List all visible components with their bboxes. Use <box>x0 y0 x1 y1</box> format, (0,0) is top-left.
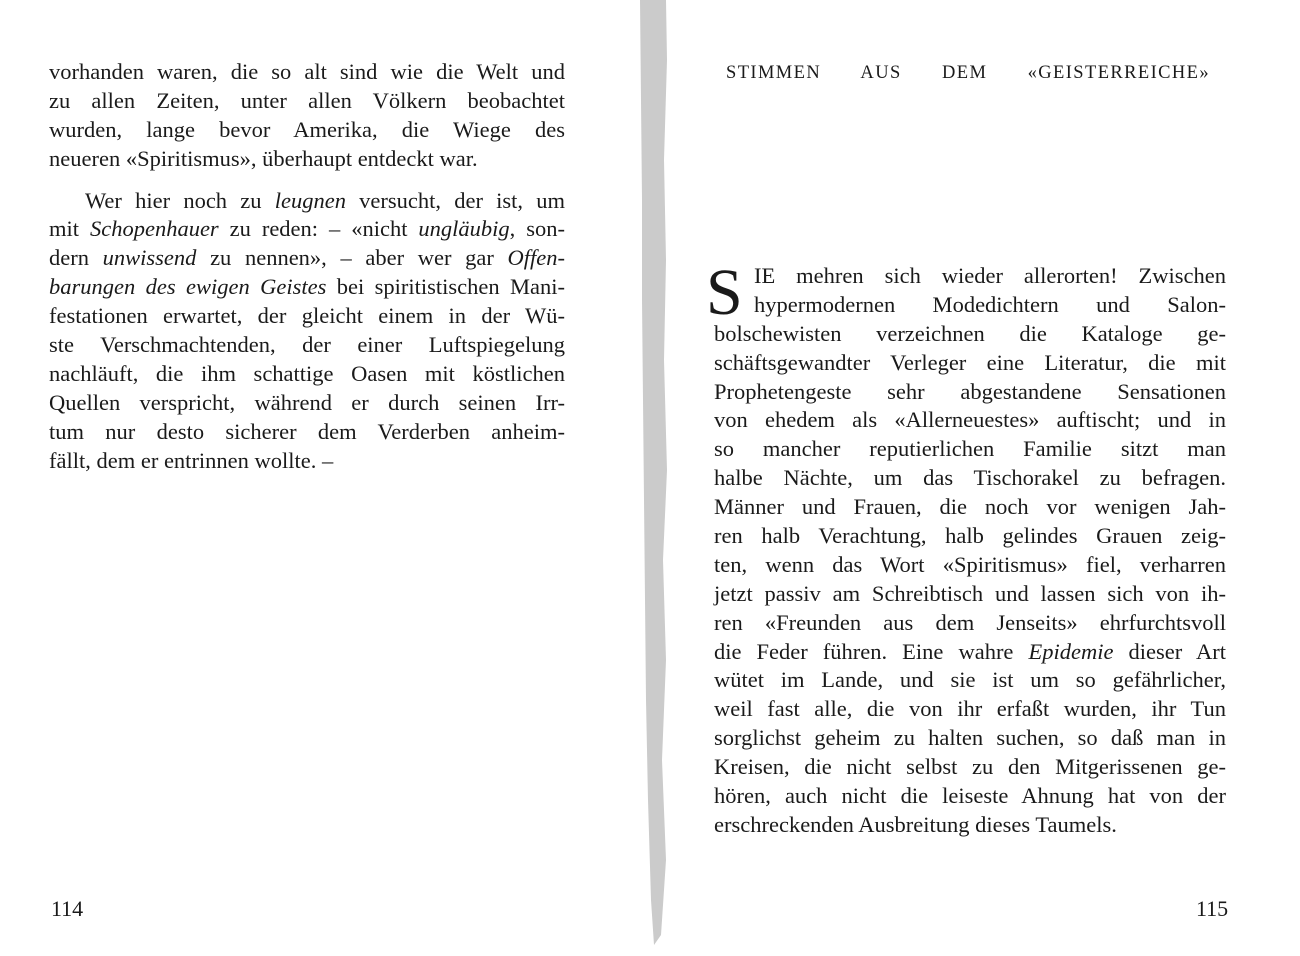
text-line <box>49 116 565 145</box>
text-line <box>714 638 1226 667</box>
page-number-right: 115 <box>1196 896 1229 921</box>
page-number-left: 114 <box>51 896 84 921</box>
text-line <box>714 753 1226 782</box>
text-line <box>714 666 1226 695</box>
text-line <box>49 187 565 216</box>
text-line <box>714 522 1226 551</box>
text-run: IE mehren sich wieder allerorten! Zwischen <box>754 263 1226 288</box>
text-run: nachläuft, die ihm schattige Oasen mit köstlichen <box>49 360 565 386</box>
text-line <box>49 215 565 244</box>
text-run: die Feder führen. Eine wahre <box>714 638 1029 664</box>
text-run: hypermodernen Modedichtern und Salon- <box>754 291 1226 317</box>
text-run: schäftsgewandter Verleger eine Literatur, die mit <box>714 349 1226 375</box>
gutter-shadow-band <box>640 0 667 945</box>
right-page-body <box>714 262 1226 840</box>
text-line <box>49 87 565 116</box>
text-run: dern <box>49 245 103 271</box>
text-run: dieser Art <box>1113 638 1226 664</box>
running-head: STIMMEN AUS DEM «GEISTERREICHE» <box>726 63 1210 83</box>
text-line <box>49 145 565 174</box>
text-line <box>49 58 565 87</box>
text-run: ste Verschmachtenden, der einer Luftspiegelung <box>49 332 565 358</box>
text-run: so mancher reputierlichen Familie sitzt man <box>714 436 1226 462</box>
text-run: wütet im Lande, und sie ist um so gefährlicher, <box>714 667 1226 693</box>
text-line <box>49 418 565 447</box>
text-run: festationen erwartet, der gleicht einem in der Wü- <box>49 303 565 329</box>
text-run: Wer hier noch zu <box>85 187 275 213</box>
text-line <box>714 320 1226 349</box>
gutter-shadow <box>636 0 676 956</box>
text-line <box>714 464 1226 493</box>
text-line <box>714 435 1226 464</box>
text-run: bei spiritistischen Mani- <box>326 274 565 300</box>
text-line <box>714 291 1226 320</box>
text-line <box>49 360 565 389</box>
text-line <box>714 349 1226 378</box>
text-run: ren halb Verachtung, halb gelindes Grauen zeig- <box>714 523 1226 549</box>
text-line <box>714 493 1226 522</box>
text-run: sorglichst geheim zu halten suchen, so daß man in <box>714 725 1226 751</box>
text-line <box>714 811 1226 840</box>
text-run: vorhanden waren, die so alt sind wie die Welt und <box>49 59 565 84</box>
text-run: , son- <box>509 216 565 242</box>
text-line <box>714 551 1226 580</box>
text-line <box>714 724 1226 753</box>
italic-text: barungen des ewigen Geistes <box>49 274 327 300</box>
text-line <box>714 580 1226 609</box>
text-line <box>714 782 1226 811</box>
text-run: Quellen verspricht, während er durch seinen Irr- <box>49 389 565 415</box>
text-line <box>49 447 565 476</box>
text-line <box>714 262 1226 291</box>
text-run: ren «Freunden aus dem Jenseits» ehrfurchtsvoll <box>714 609 1226 635</box>
text-run: Prophetengeste sehr abgestandene Sensationen <box>714 378 1226 404</box>
text-line <box>714 695 1226 724</box>
text-run: bolschewisten verzeichnen die Kataloge ge- <box>714 320 1226 346</box>
text-line <box>49 331 565 360</box>
text-run: fällt, dem er entrinnen wollte. – <box>49 447 334 473</box>
italic-text: leugnen <box>274 187 346 213</box>
text-run: erschreckenden Ausbreitung dieses Taumels. <box>714 811 1117 837</box>
text-run: zu reden: – «nicht <box>218 216 419 242</box>
text-line <box>714 378 1226 407</box>
text-run: halbe Nächte, um das Tischorakel zu befragen. <box>714 465 1226 491</box>
left-page-body <box>49 58 565 475</box>
text-run: ten, wenn das Wort «Spiritismus» fiel, verharren <box>714 551 1226 577</box>
text-line <box>49 389 565 418</box>
text-run: wurden, lange bevor Amerika, die Wiege des <box>49 116 565 142</box>
text-line <box>49 273 565 302</box>
text-run: weil fast alle, die von ihr erfaßt wurden, ihr Tun <box>714 696 1226 722</box>
text-line <box>49 302 565 331</box>
drop-cap: S <box>706 256 743 329</box>
text-line <box>49 244 565 273</box>
text-run: tum nur desto sicherer dem Verderben anheim- <box>49 418 565 444</box>
text-run: Kreisen, die nicht selbst zu den Mitgerissenen ge- <box>714 754 1226 780</box>
text-run: jetzt passiv am Schreibtisch und lassen sich von ih- <box>714 580 1226 606</box>
text-run: von ehedem als «Allerneuestes» auftischt; und in <box>714 407 1226 433</box>
text-run: hören, auch nicht die leiseste Ahnung hat von der <box>714 783 1226 809</box>
italic-text: unwissend <box>102 245 197 271</box>
left-page <box>0 0 620 956</box>
text-run: versucht, der ist, um <box>345 187 566 213</box>
italic-text: ungläubig <box>418 216 510 242</box>
italic-text: Offen- <box>507 245 565 271</box>
italic-text: Schopenhauer <box>89 216 219 242</box>
text-line <box>714 609 1226 638</box>
text-run: mit <box>49 216 90 242</box>
text-run: zu nennen», – aber wer gar <box>196 245 508 271</box>
text-run: Männer und Frauen, die noch vor wenigen Jah- <box>714 494 1226 520</box>
italic-text: Epidemie <box>1028 638 1114 664</box>
text-line <box>714 406 1226 435</box>
text-run: zu allen Zeiten, unter allen Völkern beobachtet <box>49 87 565 113</box>
text-run: neueren «Spiritismus», überhaupt entdeckt war. <box>49 145 478 171</box>
